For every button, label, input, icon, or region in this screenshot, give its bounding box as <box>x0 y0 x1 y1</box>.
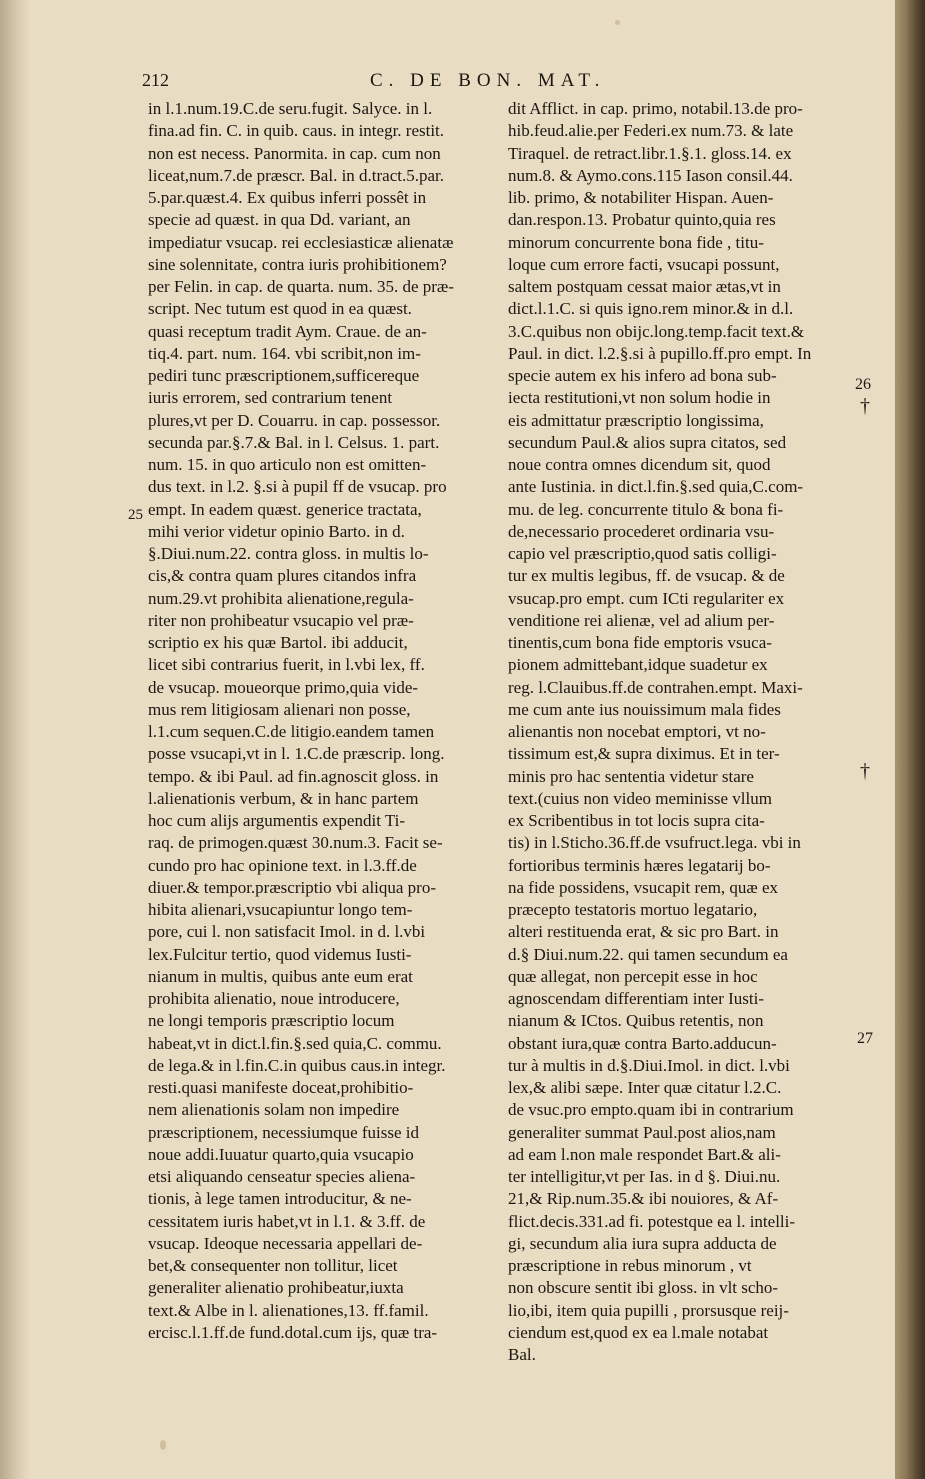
text-line: de vsucap. moueorque primo,quia vide- <box>148 677 419 697</box>
text-line: gi, secundum alia iura supra adducta de <box>508 1233 777 1253</box>
page-gutter-left <box>0 0 30 1479</box>
text-line: generaliter summat Paul.post alios,nam <box>508 1122 776 1142</box>
text-line: obstant iura,quæ contra Barto.adducun- <box>508 1033 777 1053</box>
text-line: d.§ Diui.num.22. qui tamen secundum ea <box>508 944 788 964</box>
text-line: impediatur vsucap. rei ecclesiasticæ alienatæ <box>148 232 454 252</box>
marginal-number-27: 27 <box>857 1030 873 1047</box>
book-edge-right <box>895 0 925 1479</box>
text-line: ex Scribentibus in tot locis supra cita- <box>508 811 765 830</box>
text-line: præscriptione in rebus minorum , vt <box>508 1256 752 1275</box>
text-line: ciendum est,quod ex ea l.male notabat <box>508 1322 769 1342</box>
text-line: minis pro hac sententia videtur stare <box>508 766 754 786</box>
text-line: posse vsucapi,vt in l. 1.C.de præscrip. long. <box>148 744 445 764</box>
text-line: tempo. & ibi Paul. ad fin.agnoscit gloss. in <box>148 766 439 786</box>
text-line: reg. l.Clauibus.ff.de contrahen.empt. Maxi- <box>508 677 803 697</box>
text-line: num.8. & Aymo.cons.115 Iason consil.44. <box>508 165 793 185</box>
text-line: tur à multis in d.§.Diui.Imol. in dict. l.vbi <box>508 1055 790 1075</box>
text-line: alteri restituenda erat, & sic pro Bart. in <box>508 922 779 942</box>
text-line: fortioribus terminis hæres legatarij bo- <box>508 855 771 875</box>
text-line: loque cum errore facti, vsucapi possunt, <box>508 254 780 274</box>
text-line: vsucap. Ideoque necessaria appellari de- <box>148 1233 423 1253</box>
text-line: resti.quasi manifeste doceat,prohibitio- <box>148 1078 414 1097</box>
text-line: ne longi temporis præscriptio locum <box>148 1011 395 1031</box>
text-line: in l.1.num.19.C.de seru.fugit. Salyce. in l. <box>148 99 433 118</box>
text-line: præcepto testatoris mortuo legatario, <box>508 900 758 919</box>
text-line: l.alienationis verbum, & in hanc partem <box>148 788 419 808</box>
text-line: tur ex multis legibus, ff. de vsucap. & de <box>508 566 785 586</box>
text-line: Tiraquel. de retract.libr.1.§.1. gloss.14. ex <box>508 143 792 163</box>
text-line: raq. de primogen.quæst 30.num.3. Facit se- <box>148 833 443 853</box>
text-line: plures,vt per D. Couarru. in cap. possessor. <box>148 410 441 430</box>
text-line: lio,ibi, item quia pupilli , prorsusque reij- <box>508 1300 789 1320</box>
text-line: text.(cuius non video meminisse vllum <box>508 788 772 808</box>
marginal-number-25: 25 <box>128 507 143 523</box>
text-line: tiq.4. part. num. 164. vbi scribit,non im- <box>148 343 421 363</box>
text-line: noue addi.Iuuatur quarto,quia vsucapio <box>148 1144 414 1164</box>
text-line: quæ allegat, non percepit esse in hoc <box>508 966 758 986</box>
text-line: cessitatem iuris habet,vt in l.1. & 3.ff. de <box>148 1211 426 1231</box>
text-line: vsucap.pro empt. cum ICti regulariter ex <box>508 588 785 608</box>
text-line: mu. de leg. concurrente titulo & bona fi- <box>508 499 784 519</box>
text-line: ante Iustinia. in dict.l.fin.§.sed quia,C.com- <box>508 477 804 497</box>
text-line: ter intelligitur,vt per Ias. in d §. Diui.nu. <box>508 1167 781 1186</box>
text-line: hib.feud.alie.per Federi.ex num.73. & late <box>508 121 794 141</box>
page-header <box>120 66 840 96</box>
text-line: hoc cum alijs argumentis expendit Ti- <box>148 811 406 830</box>
text-line: pediri tunc præscriptionem,sufficereque <box>148 366 420 385</box>
text-line: dit Afflict. in cap. primo, notabil.13.de pro- <box>508 99 803 118</box>
text-line: iuris errorem, sed contrarium tenent <box>148 388 393 408</box>
text-line: Paul. in dict. l.2.§.si à pupillo.ff.pro empt. In <box>508 343 812 363</box>
page-number: 212 <box>142 70 169 90</box>
text-line: nianum in multis, quibus ante eum erat <box>148 966 413 986</box>
text-line: tis) in l.Sticho.36.ff.de vsufruct.lega. vbi in <box>508 833 801 853</box>
text-line: num.29.vt prohibita alienatione,regula- <box>148 588 414 608</box>
text-line: capio vel præscriptio,quod satis colligi- <box>508 544 777 563</box>
paper-stain <box>160 1440 166 1450</box>
text-line: noue contra omnes dicendum sit, quod <box>508 455 771 474</box>
text-line: sine solennitate, contra iuris prohibitionem? <box>148 254 447 274</box>
text-line: nianum & ICtos. Quibus retentis, non <box>508 1011 764 1031</box>
text-line: mus rem litigiosam alienari non posse, <box>148 699 411 719</box>
text-line: cundo pro hac opinione text. in l.3.ff.de <box>148 855 417 875</box>
text-line: riter non prohibeatur vsucapio vel præ- <box>148 610 414 630</box>
text-line: tinentis,cum bona fide emptoris vsuca- <box>508 633 772 652</box>
text-line: num. 15. in quo articulo non est omitten- <box>148 455 427 474</box>
text-line: liceat,num.7.de præscr. Bal. in d.tract.5.par. <box>148 165 445 185</box>
text-line: script. Nec tutum est quod in ea quæst. <box>148 299 412 319</box>
text-line: 21,& Rip.num.35.& ibi nouiores, & Af- <box>508 1189 779 1209</box>
text-line: scriptio ex his quæ Bartol. ibi adducit, <box>148 633 408 652</box>
text-line: habeat,vt in dict.l.fin.§.sed quia,C. commu. <box>148 1033 442 1053</box>
text-line: diuer.& tempor.præscriptio vbi aliqua pro- <box>148 877 437 897</box>
text-line: §.Diui.num.22. contra gloss. in multis lo- <box>148 544 429 563</box>
text-line: tissimum est,& supra diximus. Et in ter- <box>508 744 780 764</box>
text-line: mihi verior videtur opinio Barto. in d. <box>148 521 405 541</box>
text-line: quasi receptum tradit Aym. Craue. de an- <box>148 321 427 341</box>
text-line: etsi aliquando censeatur species aliena- <box>148 1167 416 1186</box>
text-line: alienantis non nocebat emptori, vt no- <box>508 722 766 741</box>
text-line: eis admittatur præscriptio longissima, <box>508 410 764 430</box>
text-line: iecta restitutioni,vt non solum hodie in <box>508 388 771 408</box>
text-line: venditione rei alienæ, vel ad alium per- <box>508 610 775 630</box>
text-line: bet,& consequenter non tollitur, licet <box>148 1256 398 1275</box>
text-line: de vsuc.pro empto.quam ibi in contrarium <box>508 1100 794 1120</box>
text-line: dict.l.1.C. si quis igno.rem minor.& in d.l. <box>508 299 794 319</box>
text-line: non est necess. Panormita. in cap. cum non <box>148 143 441 163</box>
text-line: secundum Paul.& alios supra citatos, sed <box>508 432 787 452</box>
text-line: 3.C.quibus non obijc.long.temp.facit text.& <box>508 321 805 341</box>
text-line: l.1.cum sequen.C.de litigio.eandem tamen <box>148 722 435 741</box>
paper-stain <box>615 20 620 25</box>
text-line: nem alienationis solam non impedire <box>148 1100 400 1120</box>
text-line: dan.respon.13. Probatur quinto,quia res <box>508 210 776 230</box>
text-line: generaliter alienatio prohibeatur,iuxta <box>148 1278 404 1298</box>
text-line: specie autem ex his infero ad bona sub- <box>508 366 777 385</box>
text-line: lex,& alibi sæpe. Inter quæ citatur l.2.C. <box>508 1078 782 1097</box>
text-line: ercisc.l.1.ff.de fund.dotal.cum ijs, quæ tra- <box>148 1322 438 1342</box>
text-line: hibita alienari,vsucapiuntur longo tem- <box>148 900 413 919</box>
dagger-mark: † <box>860 395 870 417</box>
text-line: specie ad quæst. in qua Dd. variant, an <box>148 210 411 230</box>
text-line: prohibita alienatio, noue introducere, <box>148 989 400 1008</box>
marginal-number-26: 26 <box>855 376 871 393</box>
text-line: de lega.& in l.fin.C.in quibus caus.in integr. <box>148 1055 446 1075</box>
text-line: empt. In eadem quæst. generice tractata, <box>148 499 422 519</box>
text-line: de,necessario procederet ordinaria vsu- <box>508 521 775 541</box>
text-line: pionem admittebant,idque suadetur ex <box>508 655 768 675</box>
text-column-right <box>508 98 853 1366</box>
text-line: præscriptionem, necessiumque fuisse id <box>148 1122 420 1142</box>
text-line: text.& Albe in l. alienationes,13. ff.famil. <box>148 1300 429 1320</box>
text-line: cis,& contra quam plures citandos infra <box>148 566 417 586</box>
text-line: agnoscendam differentiam inter Iusti- <box>508 989 765 1008</box>
text-line: flict.decis.331.ad fi. potestque ea l. intelli- <box>508 1211 796 1231</box>
text-line: tionis, à lege tamen introducitur, & ne- <box>148 1189 412 1209</box>
text-line: licet sibi contrarius fuerit, in l.vbi lex, ff. <box>148 655 425 675</box>
text-line: pore, cui l. non satisfacit Imol. in d. l.vbi <box>148 922 426 942</box>
text-line: non obscure sentit ibi gloss. in vlt scho- <box>508 1278 779 1298</box>
running-title: C. DE BON. MAT. <box>370 70 606 91</box>
text-line: saltem postquam cessat maior ætas,vt in <box>508 277 781 296</box>
text-line: dus text. in l.2. §.si à pupil ff de vsucap. pro <box>148 477 447 497</box>
dagger-mark: † <box>860 760 870 782</box>
text-line: Bal. <box>508 1345 536 1364</box>
text-line: fina.ad fin. C. in quib. caus. in integr. restit. <box>148 121 445 141</box>
text-line: me cum ante ius nouissimum mala fides <box>508 699 781 719</box>
text-line: ad eam l.non male respondet Bart.& ali- <box>508 1144 781 1164</box>
text-line: per Felin. in cap. de quarta. num. 35. de præ- <box>148 277 454 296</box>
text-line: minorum concurrente bona fide , titu- <box>508 232 764 252</box>
text-line: secunda par.§.7.& Bal. in l. Celsus. 1. part. <box>148 432 440 452</box>
text-line: lex.Fulcitur tertio, quod videmus Iusti- <box>148 944 412 964</box>
text-line: 5.par.quæst.4. Ex quibus inferri possêt in <box>148 188 427 207</box>
text-line: na fide possidens, vsucapit rem, quæ ex <box>508 877 779 897</box>
text-line: lib. primo, & notabiliter Hispan. Auen- <box>508 188 774 207</box>
text-column-left <box>148 98 500 1344</box>
